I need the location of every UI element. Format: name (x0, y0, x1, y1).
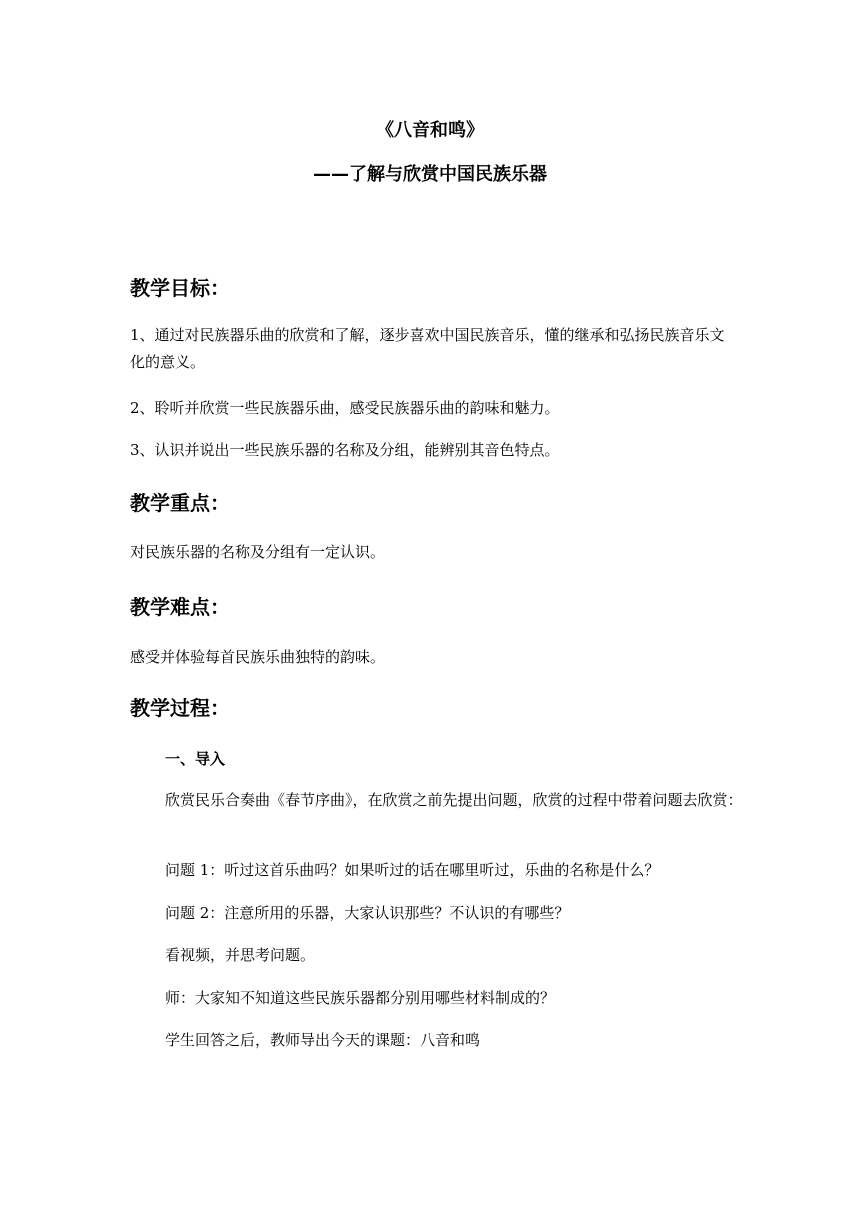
key-heading: 教学重点： (130, 491, 230, 515)
difficulty-text: 感受并体验每首民族乐曲独特的韵味。 (130, 648, 386, 666)
lesson-conclusion: 学生回答之后，教师导出今天的课题：八音和鸣 (165, 1031, 481, 1049)
intro-heading: 一、导入 (165, 750, 226, 768)
doc-subtitle: ——了解与欣赏中国民族乐器 (313, 164, 547, 185)
goal-item-1: 1、通过对民族器乐曲的欣赏和了解，逐步喜欢中国民族音乐，懂的继承和弘扬民族音乐文化的意义。 (130, 326, 725, 371)
teacher-question: 师：大家知不知道这些民族乐器都分别用哪些材料制成的？ (165, 989, 556, 1007)
goals-heading: 教学目标： (130, 276, 230, 300)
key-text: 对民族乐器的名称及分组有一定认识。 (130, 543, 386, 561)
watch-instruction: 看视频，并思考问题。 (165, 946, 316, 964)
goal-item-3: 3、认识并说出一些民族乐器的名称及分组，能辨别其音色特点。 (130, 441, 560, 459)
intro-paragraph: 欣赏民乐合奏曲《春节序曲》，在欣赏之前先提出问题，欣赏的过程中带着问题去欣赏： (165, 791, 743, 809)
question-2: 问题 2：注意所用的乐器，大家认识那些？不认识的有哪些？ (165, 904, 570, 922)
doc-title: 《八音和鸣》 (376, 120, 484, 141)
difficulty-heading: 教学难点： (130, 595, 230, 619)
process-heading: 教学过程： (130, 696, 230, 720)
question-1: 问题 1：听过这首乐曲吗？如果听过的话在哪里听过，乐曲的名称是什么？ (165, 861, 660, 879)
goal-item-2: 2、聆听并欣赏一些民族器乐曲，感受民族器乐曲的韵味和魅力。 (130, 399, 560, 417)
